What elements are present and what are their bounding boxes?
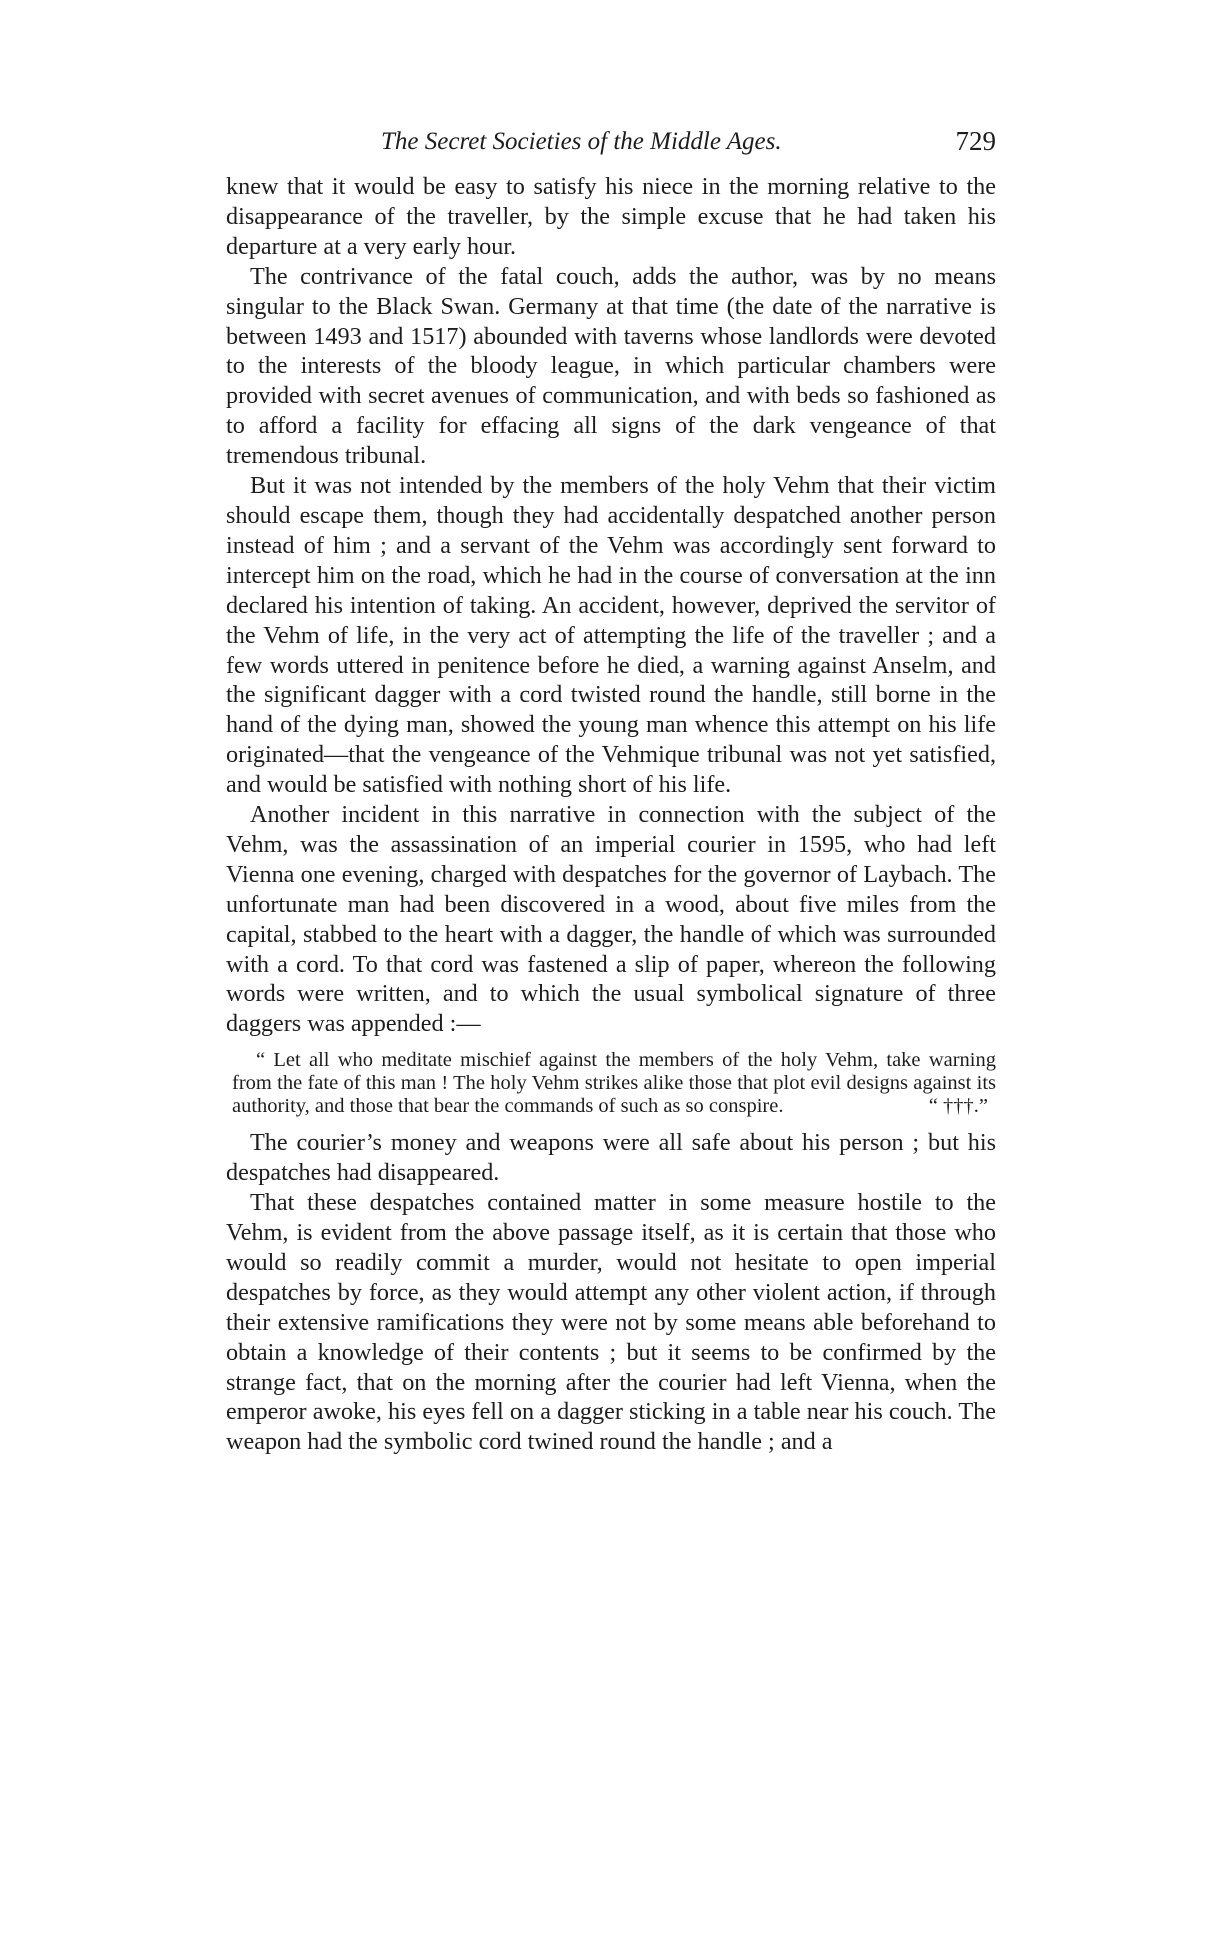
block-quote: [226, 1049, 996, 1118]
page-header: [226, 126, 996, 160]
quote-signature: “ †††.”: [928, 1095, 988, 1118]
paragraph: That these despatches contained matter in some measure hostile to the Vehm, is evident from the above passage itself, as it is certain that those who would so readily commit a murder, would not hesitate to open imperial despatches by force, as they would attempt any other violent action, if through their extensive ramifications they were not by some means able beforehand to obtain a knowledge of their contents ; but it seems to be confirmed by the strange fact, that on the morning after the courier had left Vienna, when the emperor awoke, his eyes fell on a dagger sticking in a table near his couch. The weapon had the symbolic cord twined round the handle ; and a: [226, 1189, 996, 1456]
body-text: [226, 172, 996, 1457]
paragraph-continued: knew that it would be easy to satisfy his niece in the morning relative to the disappearance of the traveller, by the simple excuse that he had taken his departure at a very early hour.: [226, 173, 996, 260]
paragraph: The contrivance of the fatal couch, adds the author, was by no means singular to the Black Swan. Germany at that time (the date of the narrative is between 1493 and 1517) abounded with taverns whose landlords were devoted to the interests of the bloody league, in which particular chambers were provided with secret avenues of communication, and with beds so fashioned as to afford a facility for effacing all signs of the dark vengeance of that tremendous tribunal.: [226, 262, 996, 470]
paragraph: But it was not intended by the members of the holy Vehm that their victim should escape them, though they had accidentally despatched another person instead of him ; and a servant of the Vehm was accordingly sent forward to intercept him on the road, which he had in the course of conversation at the inn declared his intention of taking. An accident, however, deprived the servitor of the Vehm of life, in the very act of attempting the life of the traveller ; and a few words uttered in penitence before he died, a warning against Anselm, and the significant dagger with a cord twisted round the handle, still borne in the hand of the dying man, showed the young man whence this attempt on his life originated—that the vengeance of the Vehmique tribunal was not yet satisfied, and would be satisfied with nothing short of his life.: [226, 472, 996, 799]
quote-text: “ Let all who meditate mischief against the members of the holy Vehm, take warning from the fate of this man ! The holy Vehm strikes alike those that plot evil designs against its authority, and those that bear the commands of such as so conspire.: [232, 1049, 996, 1118]
paragraph: Another incident in this narrative in connection with the subject of the Vehm, was the assassination of an imperial courier in 1595, who had left Vienna one evening, charged with despatches for the governor of Laybach. The unfortunate man had been discovered in a wood, about five miles from the capital, stabbed to the heart with a dagger, the handle of which was surrounded with a cord. To that cord was fastened a slip of paper, whereon the following words were written, and to which the usual symbolical signature of three daggers was appended :—: [226, 801, 996, 1038]
paragraph: The courier’s money and weapons were all safe about his person ; but his despatches had disappeared.: [226, 1129, 996, 1187]
page-number: 729: [955, 126, 996, 156]
running-title: The Secret Societies of the Middle Ages.: [381, 128, 782, 155]
